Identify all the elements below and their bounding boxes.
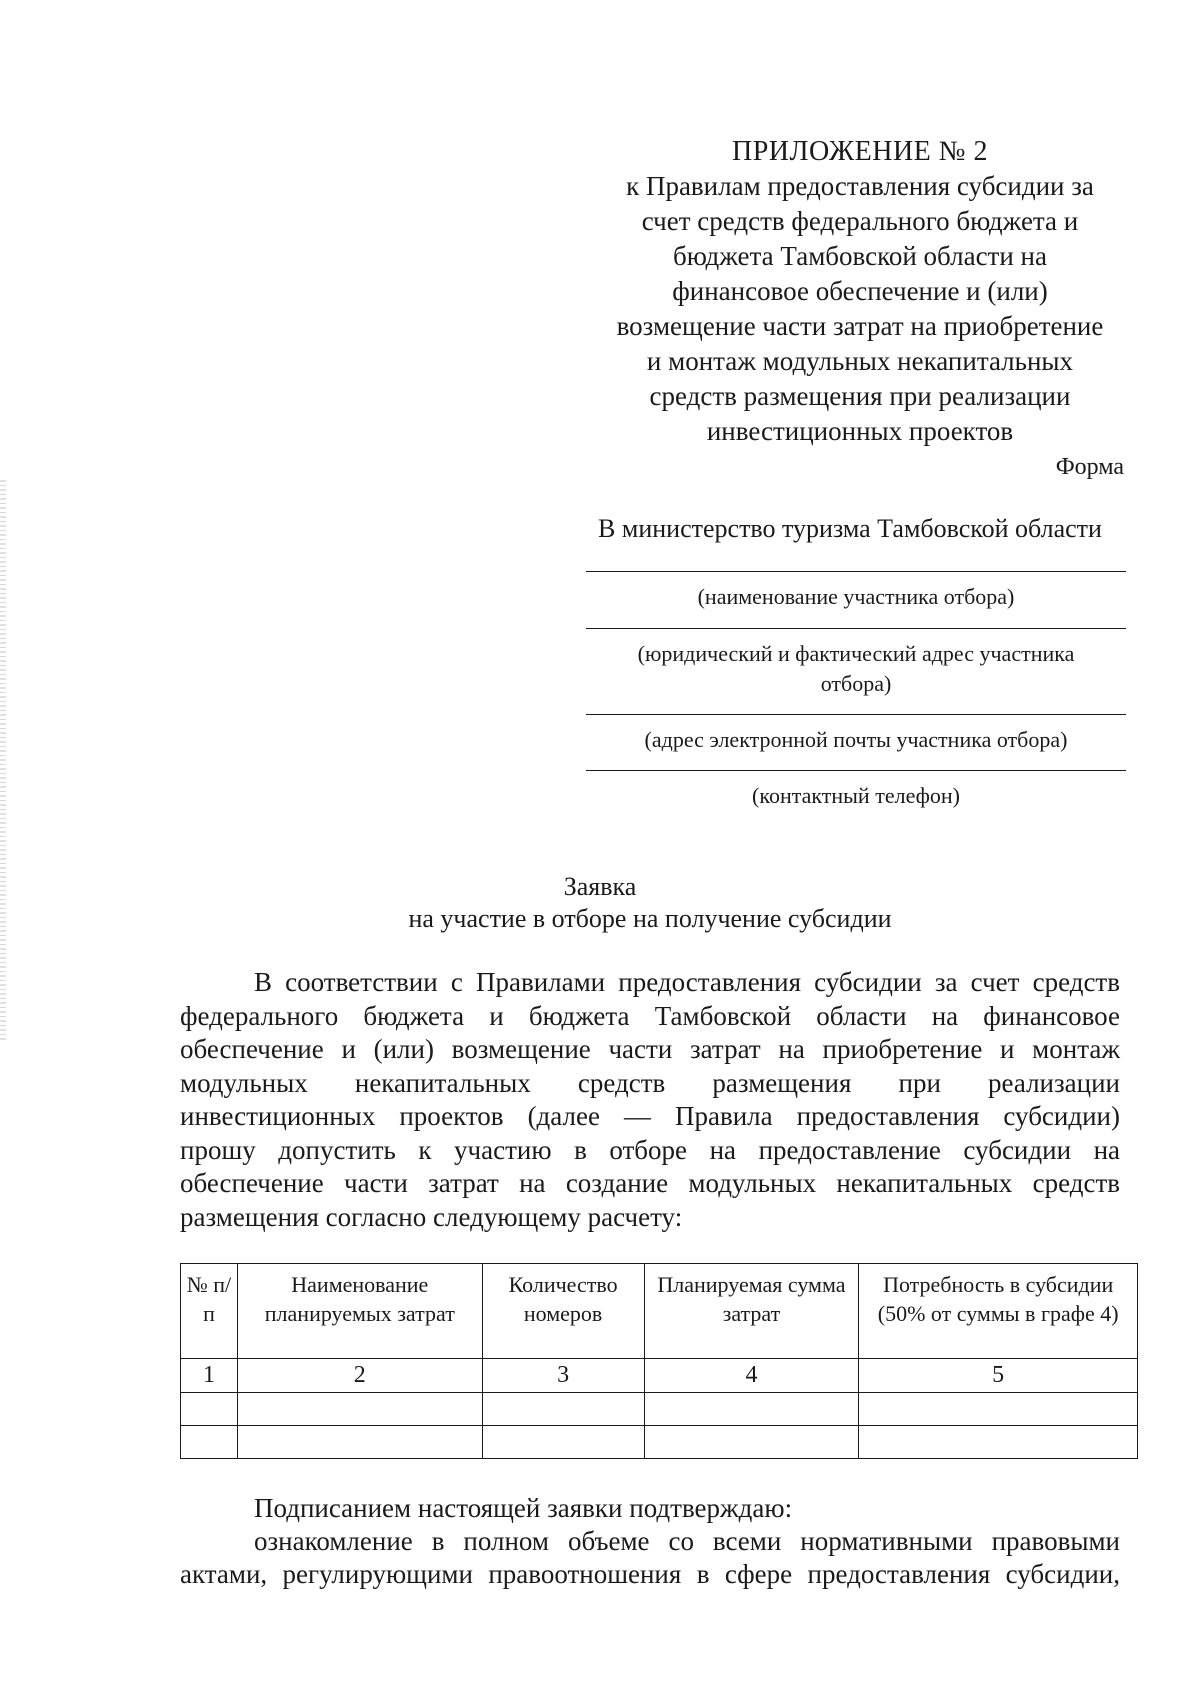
paragraph-line: обеспечение части затрат на создание модульных некапитальных средств [180,1168,1120,1198]
table-column-numbers-row [181,1359,1138,1393]
confirmation-line: актами, регулирующими правоотношения в сфере предоставления субсидии, [180,1559,1120,1589]
paragraph-line: инвестиционных проектов (далее — Правила предоставления субсидии) [180,1101,1120,1131]
table-cell[interactable] [237,1393,482,1426]
column-number-cell: 1 [181,1359,238,1393]
field-caption: (адрес электронной почты участника отбора) [644,727,1068,752]
fill-in-line [586,628,1126,629]
header-cell-subsidy-need: Потребность в субсидии (50% от суммы в графе 4) [859,1264,1138,1359]
appendix-line: счет средств федерального бюджета и [641,206,1079,236]
table-row [181,1426,1138,1459]
table-cell[interactable] [237,1426,482,1459]
appendix-line: средств размещения при реализации [649,381,1071,411]
table-cell[interactable] [644,1426,859,1459]
document-title: Заявка [563,872,637,901]
column-number-cell: 5 [859,1359,1138,1393]
paragraph-line: прошу допустить к участию в отборе на предоставление субсидии на [180,1134,1120,1165]
confirmation-line: ознакомление в полном объеме со всеми нормативными правовыми [254,1526,1120,1556]
phone-field[interactable] [586,770,1126,811]
header-cell-room-count: Количество номеров [482,1264,644,1359]
scan-edge-artifact [0,480,6,1040]
participant-name-field[interactable] [586,571,1126,612]
document-subtitle: на участие в отборе на получение субсидии [408,904,892,933]
confirmation-block [180,1492,1120,1591]
table-cell[interactable] [644,1393,859,1426]
appendix-title: ПРИЛОЖЕНИЕ № 2 [732,136,988,167]
intro-paragraph [180,966,1120,1234]
appendix-block [600,134,1120,449]
column-number-cell: 3 [482,1359,644,1393]
field-caption: (наименование участника отбора) [697,584,1015,609]
fill-in-line [586,714,1126,715]
column-number-cell: 4 [644,1359,859,1393]
fill-in-line [586,770,1126,771]
appendix-line: инвестиционных проектов [706,416,1014,446]
field-caption: (контактный телефон) [752,783,960,808]
table-cell[interactable] [482,1393,644,1426]
fill-in-line [586,571,1126,572]
header-cell-cost-name: Наименование планируемых затрат [237,1264,482,1359]
column-number-cell: 2 [237,1359,482,1393]
appendix-line: к Правилам предоставления субсидии за [626,171,1094,201]
appendix-line: возмещение части затрат на приобретение [616,311,1104,341]
appendix-line: и монтаж модульных некапитальных [646,346,1074,376]
cost-table [180,1263,1138,1459]
confirmation-intro: Подписанием настоящей заявки подтверждаю: [254,1493,793,1523]
email-field[interactable] [586,714,1126,755]
form-label: Форма [1055,454,1124,480]
table-cell[interactable] [181,1393,238,1426]
table-cell[interactable] [859,1393,1138,1426]
address-field[interactable] [586,628,1126,699]
table-cell[interactable] [181,1426,238,1459]
recipient-line: В министерство туризма Тамбовской области [598,514,1102,543]
paragraph-line: размещения согласно следующему расчету: [180,1201,683,1232]
appendix-line: финансовое обеспечение и (или) [672,276,1048,306]
table-row [181,1393,1138,1426]
table-cell[interactable] [482,1426,644,1459]
paragraph-line: обеспечение и (или) возмещение части затрат на приобретение и монтаж [180,1034,1120,1064]
paragraph-line: В соответствии с Правилами предоставления субсидии за счет средств [254,967,1120,997]
header-cell-planned-sum: Планируемая сумма затрат [644,1264,859,1359]
header-cell-number: № п/п [181,1264,238,1359]
paragraph-line: федерального бюджета и бюджета Тамбовской области на финансовое [180,1000,1120,1031]
paragraph-line: модульных некапитальных средств размещения при реализации [180,1067,1120,1098]
table-cell[interactable] [859,1426,1138,1459]
appendix-line: бюджета Тамбовской области на [672,241,1047,271]
field-caption: (юридический и фактический адрес участника отбора) [637,641,1075,696]
table-header-row [181,1264,1138,1359]
